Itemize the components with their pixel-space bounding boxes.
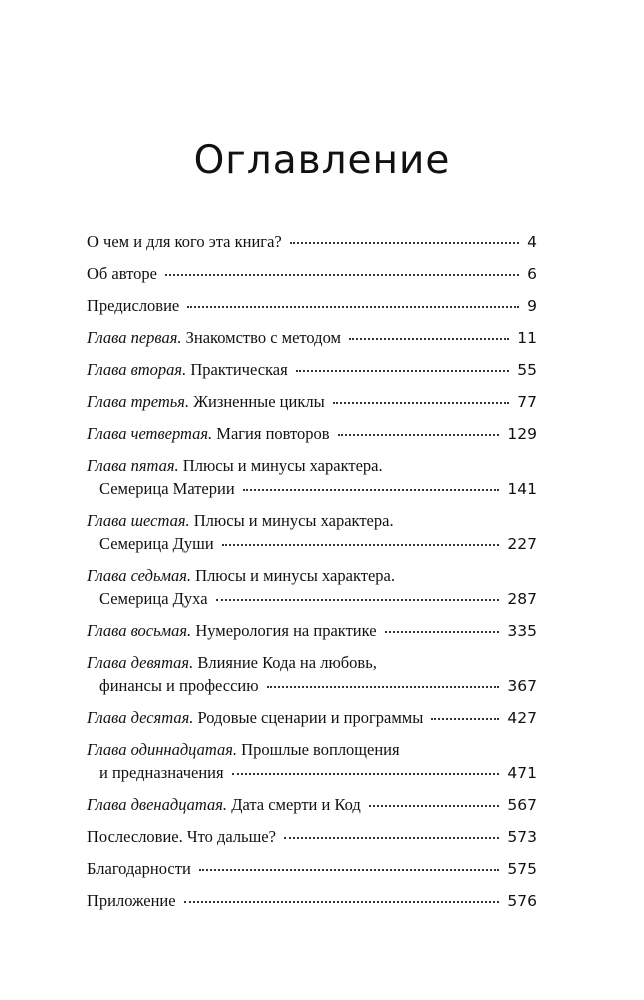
chapter-label: Глава седьмая. [87, 566, 192, 585]
dot-leader [222, 543, 500, 546]
entry-title: Прошлые воплощения [241, 740, 400, 759]
page-number: 471 [507, 764, 537, 782]
entry-title: О чем и для кого эта книга? [87, 232, 282, 251]
toc-line [87, 857, 537, 881]
entry-title: Влияние Кода на любовь, [197, 653, 377, 672]
entry-title: Приложение [87, 891, 176, 910]
toc-entry-text [87, 390, 325, 413]
page-number: 335 [507, 622, 537, 640]
toc-line [87, 761, 537, 785]
chapter-label: Глава девятая. [87, 653, 194, 672]
toc-entry[interactable] [87, 422, 537, 446]
entry-title: Жизненные циклы [193, 392, 325, 411]
entry-title: Благодарности [87, 859, 191, 878]
toc-entry-text [87, 706, 423, 729]
toc-entry[interactable] [87, 706, 537, 730]
chapter-label: Глава вторая. [87, 360, 187, 379]
toc-entry[interactable] [87, 619, 537, 643]
toc-entry-text [87, 825, 276, 848]
toc-line [87, 477, 537, 501]
chapter-label: Глава восьмая. [87, 621, 192, 640]
page-number: 573 [507, 828, 537, 846]
toc-entry-text [87, 761, 224, 784]
toc-entry[interactable] [87, 825, 537, 849]
toc-line [87, 619, 537, 643]
toc-line [87, 454, 537, 477]
toc-line [87, 793, 537, 817]
chapter-label: Глава одиннадцатая. [87, 740, 238, 759]
toc-entry-text [87, 889, 176, 912]
toc-entry-text [87, 326, 341, 349]
page-title: Оглавление [193, 138, 451, 183]
toc-entry[interactable] [87, 454, 537, 501]
dot-leader [232, 772, 500, 775]
page-number: 427 [507, 709, 537, 727]
toc-entry[interactable] [87, 326, 537, 350]
toc-line [87, 230, 537, 254]
entry-title: Знакомство с методом [185, 328, 341, 347]
toc-entry[interactable] [87, 230, 537, 254]
toc-line [87, 564, 537, 587]
dot-leader [267, 685, 500, 688]
toc-entry-text [87, 619, 377, 642]
toc-line [87, 587, 537, 611]
toc-line [87, 422, 537, 446]
toc-line [87, 509, 537, 532]
toc-entry-text [87, 532, 214, 555]
dot-leader [369, 804, 500, 807]
toc-entry[interactable] [87, 793, 537, 817]
chapter-label: Глава первая. [87, 328, 182, 347]
dot-leader [290, 241, 519, 244]
page-number: 55 [517, 361, 537, 379]
page-number: 129 [507, 425, 537, 443]
toc-line [87, 825, 537, 849]
page-number: 6 [527, 265, 537, 283]
page-number: 77 [517, 393, 537, 411]
page-number: 567 [507, 796, 537, 814]
toc-entry-text [87, 358, 288, 381]
toc-entry-text [87, 454, 383, 477]
toc-line [87, 706, 537, 730]
toc-entry[interactable] [87, 889, 537, 913]
page-number: 9 [527, 297, 537, 315]
chapter-label: Глава двенадцатая. [87, 795, 228, 814]
entry-title: Плюсы и минусы характера. [182, 456, 383, 475]
toc-entry[interactable] [87, 738, 537, 785]
dot-leader [349, 337, 509, 340]
toc-entry-text [87, 857, 191, 880]
dot-leader [199, 868, 500, 871]
toc-entry-text [87, 587, 208, 610]
page-number: 287 [507, 590, 537, 608]
dot-leader [385, 630, 500, 633]
toc-entry-text [87, 422, 330, 445]
toc-line [87, 326, 537, 350]
entry-title: Родовые сценарии и программы [197, 708, 424, 727]
toc-entry-text [87, 793, 361, 816]
page-number: 11 [517, 329, 537, 347]
toc-entry[interactable] [87, 390, 537, 414]
toc-entry-text [87, 651, 377, 674]
chapter-label: Глава четвертая. [87, 424, 213, 443]
toc-entry-text [87, 262, 157, 285]
toc-line [87, 262, 537, 286]
toc-entry-text [87, 230, 282, 253]
page-number: 141 [507, 480, 537, 498]
toc-line [87, 651, 537, 674]
toc-entry[interactable] [87, 857, 537, 881]
dot-leader [338, 433, 500, 436]
dot-leader [333, 401, 510, 404]
toc-line [87, 390, 537, 414]
toc-entry[interactable] [87, 358, 537, 382]
dot-leader [431, 717, 499, 720]
entry-title: Магия повторов [216, 424, 330, 443]
toc-line [87, 532, 537, 556]
table-of-contents [87, 230, 537, 921]
entry-title: Семерица Материи [99, 479, 235, 498]
toc-entry-text [87, 509, 394, 532]
toc-entry[interactable] [87, 262, 537, 286]
toc-line [87, 738, 537, 761]
toc-entry[interactable] [87, 509, 537, 556]
toc-entry[interactable] [87, 651, 537, 698]
chapter-label: Глава третья. [87, 392, 190, 411]
entry-title: Семерица Души [99, 534, 214, 553]
page-number: 4 [527, 233, 537, 251]
toc-line [87, 358, 537, 382]
toc-entry-text [87, 564, 395, 587]
entry-title: Нумерология на практике [195, 621, 377, 640]
toc-line [87, 889, 537, 913]
toc-entry[interactable] [87, 564, 537, 611]
entry-title: и предназначения [99, 763, 224, 782]
toc-entry-text [87, 674, 259, 697]
entry-title: финансы и профессию [99, 676, 259, 695]
toc-line [87, 294, 537, 318]
page-number: 575 [507, 860, 537, 878]
page-number: 227 [507, 535, 537, 553]
entry-title: Практическая [190, 360, 288, 379]
dot-leader [184, 900, 500, 903]
dot-leader [216, 598, 500, 601]
chapter-label: Глава десятая. [87, 708, 194, 727]
toc-entry-text [87, 477, 235, 500]
toc-entry[interactable] [87, 294, 537, 318]
dot-leader [165, 273, 519, 276]
dot-leader [187, 305, 519, 308]
toc-entry-text [87, 738, 400, 761]
page-number: 367 [507, 677, 537, 695]
page-number: 576 [507, 892, 537, 910]
entry-title: Послесловие. Что дальше? [87, 827, 276, 846]
entry-title: Дата смерти и Код [231, 795, 361, 814]
toc-line [87, 674, 537, 698]
dot-leader [284, 836, 499, 839]
entry-title: Семерица Духа [99, 589, 208, 608]
chapter-label: Глава шестая. [87, 511, 190, 530]
entry-title: Об авторе [87, 264, 157, 283]
chapter-label: Глава пятая. [87, 456, 179, 475]
dot-leader [243, 488, 500, 491]
toc-entry-text [87, 294, 179, 317]
dot-leader [296, 369, 510, 372]
entry-title: Плюсы и минусы характера. [195, 566, 395, 585]
entry-title: Предисловие [87, 296, 180, 315]
entry-title: Плюсы и минусы характера. [193, 511, 394, 530]
